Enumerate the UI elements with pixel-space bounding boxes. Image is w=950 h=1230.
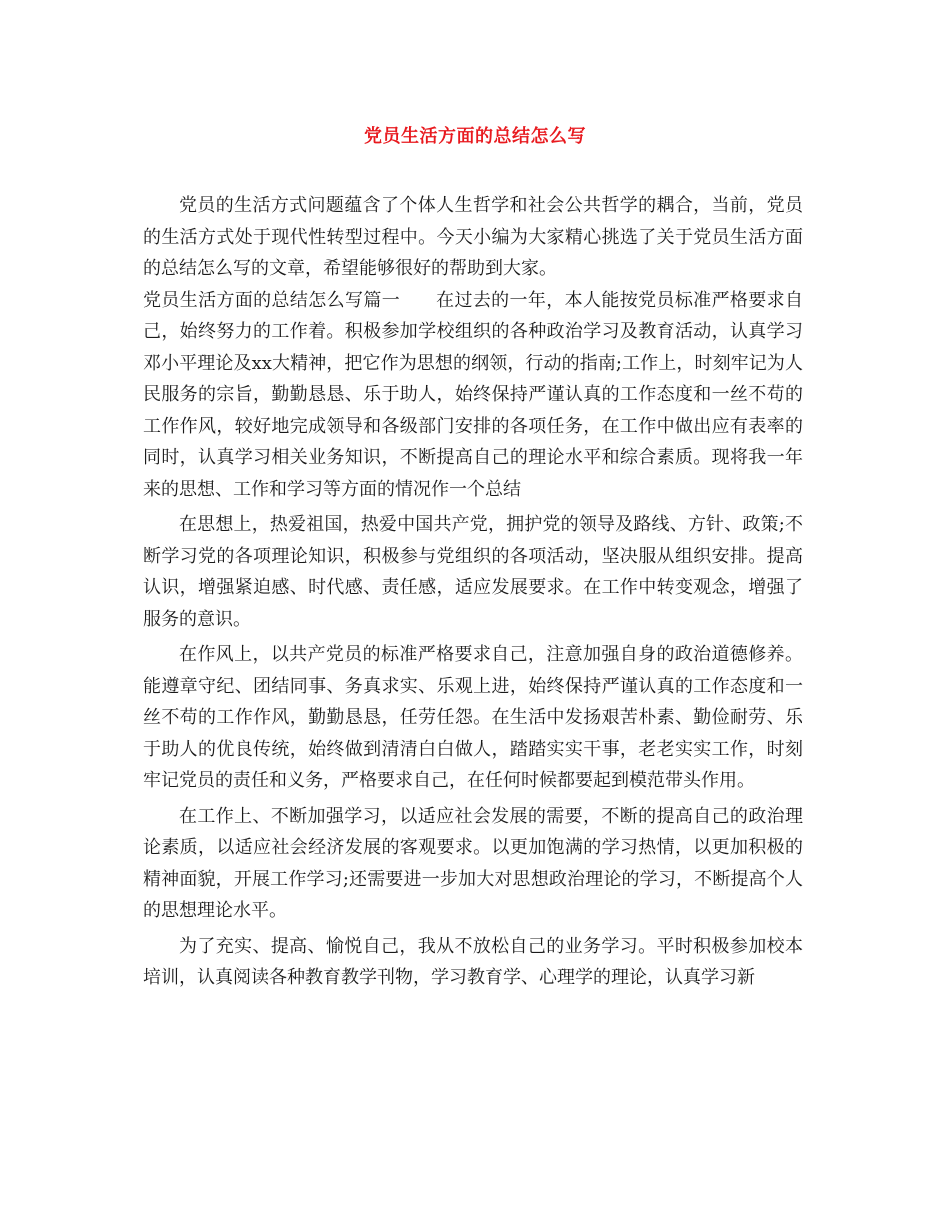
- section-one-paragraph: [143, 285, 803, 506]
- section-one-text: 在过去的一年，本人能按党员标准严格要求自己，始终努力的工作着。积极参加学校组织的各种政治学习及教育活动，认真学习邓小平理论及xx大精神，把它作为思想的纲领，行动的指南;工作上，时刻牢记为人民服务的宗旨，勤勤恳恳、乐于助人，始终保持严谨认真的工作态度和一丝不苟的工作作风，较好地完成领导和各级部门安排的各项任务，在工作中做出应有表率的同时，认真学习相关业务知识，不断提高自己的理论水平和综合素质。现将我一年来的思想、工作和学习等方面的情况作一个总结: [143, 289, 804, 500]
- section-heading: 党员生活方面的总结怎么写篇一: [143, 289, 401, 311]
- thought-paragraph: 在思想上，热爱祖国，热爱中国共产党，拥护党的领导及路线、方针、政策;不断学习党的各项理论知识，积极参与党组织的各项活动，坚决服从组织安排。提高认识，增强紧迫感、时代感、责任感，适应发展要求。在工作中转变观念，增强了服务的意识。: [143, 514, 803, 630]
- document-title: 党员生活方面的总结怎么写: [364, 126, 586, 147]
- style-paragraph: 在作风上，以共产党员的标准严格要求自己，注意加强自身的政治道德修养。能遵章守纪、团结同事、务真求实、乐观上进，始终保持严谨认真的工作态度和一丝不苟的工作作风，勤勤恳恳，任劳任怨。在生活中发扬艰苦朴素、勤俭耐劳、乐于助人的优良传统，始终做到清清白白做人，踏踏实实干事，老老实实工作，时刻牢记党员的责任和义务，严格要求自己，在任何时候都要起到模范带头作用。: [143, 644, 803, 791]
- study-paragraph: 为了充实、提高、愉悦自己，我从不放松自己的业务学习。平时积极参加校本培训，认真阅读各种教育教学刊物，学习教育学、心理学的理论，认真学习新: [143, 935, 803, 988]
- document-body: [143, 190, 803, 994]
- work-paragraph: 在工作上、不断加强学习，以适应社会发展的需要，不断的提高自己的政治理论素质，以适应社会经济发展的客观要求。以更加饱满的学习热情，以更加积极的精神面貌，开展工作学习;还需要进一步加大对思想政治理论的学习，不断提高个人的思想理论水平。: [143, 805, 803, 921]
- intro-paragraph: 党员的生活方式问题蕴含了个体人生哲学和社会公共哲学的耦合，当前，党员的生活方式处于现代性转型过程中。今天小编为大家精心挑选了关于党员生活方面的总结怎么写的文章，希望能够很好的帮助到大家。: [143, 195, 803, 279]
